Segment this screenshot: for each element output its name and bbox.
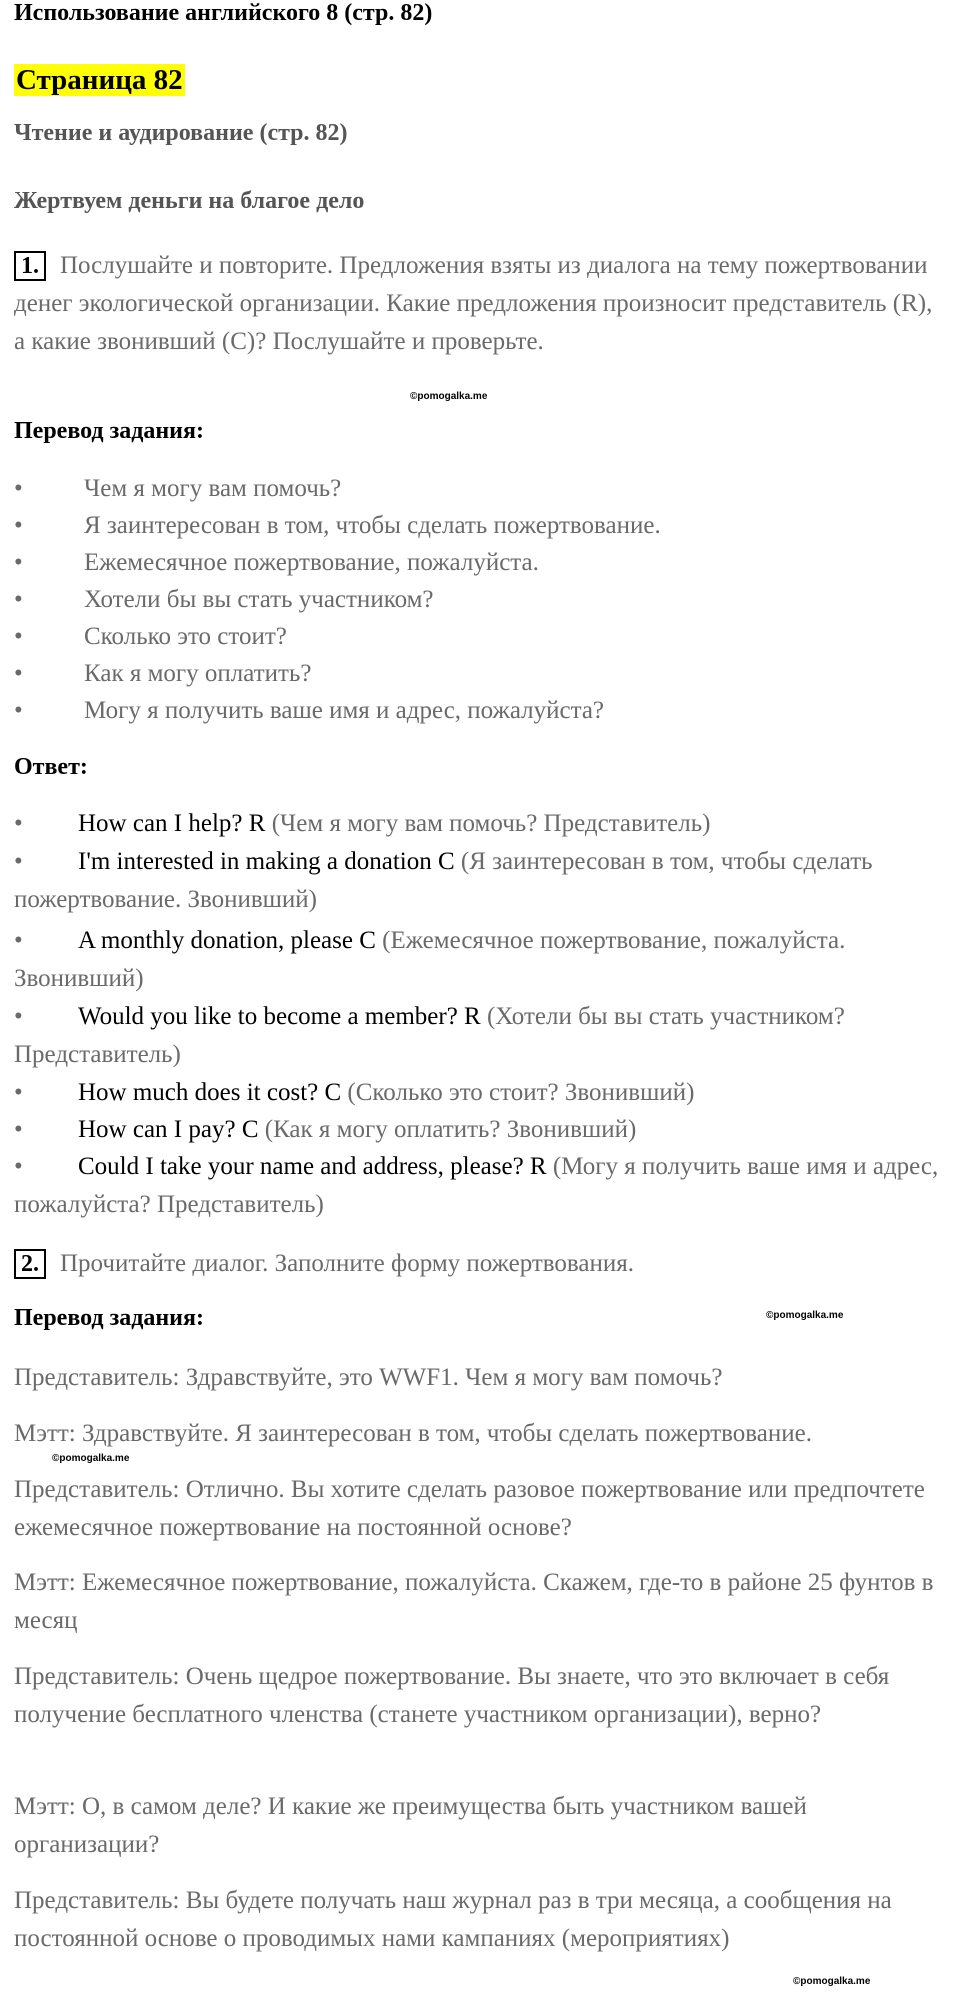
dialog-line: Мэтт: Ежемесячное пожертвование, пожалуйста. Скажем, где-то в районе 25 фунтов в месяц <box>14 1569 934 1634</box>
dialog-line: Представитель: Здравствуйте, это WWF1. Чем я могу вам помочь? <box>14 1364 723 1391</box>
answer-item: • I'm interested in making a donation C (Я заинтересован в том, чтобы сделать пожертвование. Звонивший) <box>14 848 873 913</box>
list-item: • Чем я могу вам помочь? <box>14 475 342 502</box>
page-heading <box>14 64 946 97</box>
list-item: • Хотели бы вы стать участником? <box>14 586 434 613</box>
answer-item: • Could I take your name and address, please? R (Могу я получить ваше имя и адрес, пожалуйста? Представитель) <box>14 1153 939 1218</box>
dialog-line: Представитель: Очень щедрое пожертвование. Вы знаете, что это включает в себя получение бесплатного членства (станете участником организации), верно? <box>14 1663 890 1728</box>
task1-block <box>14 247 946 361</box>
answer-item: • How can I help? R (Чем я могу вам помочь? Представитель) <box>14 810 711 837</box>
list-item: • Ежемесячное пожертвование, пожалуйста. <box>14 549 539 576</box>
list-item: • Как я могу оплатить? <box>14 660 312 687</box>
dialog-line: Мэтт: О, в самом деле? И какие же преимущества быть участником вашей организации? <box>14 1793 807 1858</box>
answer-label: Ответ: <box>14 754 88 780</box>
dialog-line: Представитель: Вы будете получать наш журнал раз в три месяца, а сообщения на постоянной основе о проводимых нами кампаниях (мероприятиях) <box>14 1887 892 1952</box>
answer-item: • Would you like to become a member? R (Хотели бы вы стать участником? Представитель) <box>14 1003 845 1068</box>
translation-label: Перевод задания: <box>14 418 204 444</box>
answer-item: • How can I pay? C (Как я могу оплатить? Звонивший) <box>14 1116 637 1143</box>
watermark: ©pomogalka.me <box>766 1310 844 1321</box>
list-item: • Сколько это стоит? <box>14 623 287 650</box>
page-heading-text: Страница 82 <box>16 64 183 96</box>
document-title: Использование английского 8 (стр. 82) <box>14 0 433 26</box>
dialog-line: Представитель: Отлично. Вы хотите сделать разовое пожертвование или предпочтете ежемесячное пожертвование на постоянной основе? <box>14 1476 925 1541</box>
task1-number: 1. <box>14 251 46 281</box>
task2-block <box>14 1245 946 1283</box>
task2-text: Прочитайте диалог. Заполните форму пожертвования. <box>60 1250 634 1277</box>
watermark: ©pomogalka.me <box>410 391 488 402</box>
list-item: • Я заинтересован в том, чтобы сделать пожертвование. <box>14 512 661 539</box>
task2-number: 2. <box>14 1249 46 1279</box>
section-heading: Чтение и аудирование (стр. 82) <box>14 120 348 146</box>
answer-item: • A monthly donation, please C (Ежемесячное пожертвование, пожалуйста. Звонивший) <box>14 927 846 992</box>
watermark: ©pomogalka.me <box>793 1976 871 1987</box>
list-item: • Могу я получить ваше имя и адрес, пожалуйста? <box>14 697 605 724</box>
task1-translation-list <box>14 470 946 729</box>
topic-heading: Жертвуем деньги на благое дело <box>14 188 365 214</box>
dialog-line: Мэтт: Здравствуйте. Я заинтересован в том, чтобы сделать пожертвование. <box>14 1420 812 1447</box>
translation-label-2: Перевод задания: <box>14 1305 204 1331</box>
answer-item: • How much does it cost? C (Сколько это стоит? Звонивший) <box>14 1079 695 1106</box>
task1-text: Послушайте и повторите. Предложения взяты из диалога на тему пожертвовании денег экологической организации. Какие предложения произносит представитель (R), а какие звонивший (C)? Послушайте и проверьте. <box>14 252 933 355</box>
watermark: ©pomogalka.me <box>52 1453 130 1464</box>
